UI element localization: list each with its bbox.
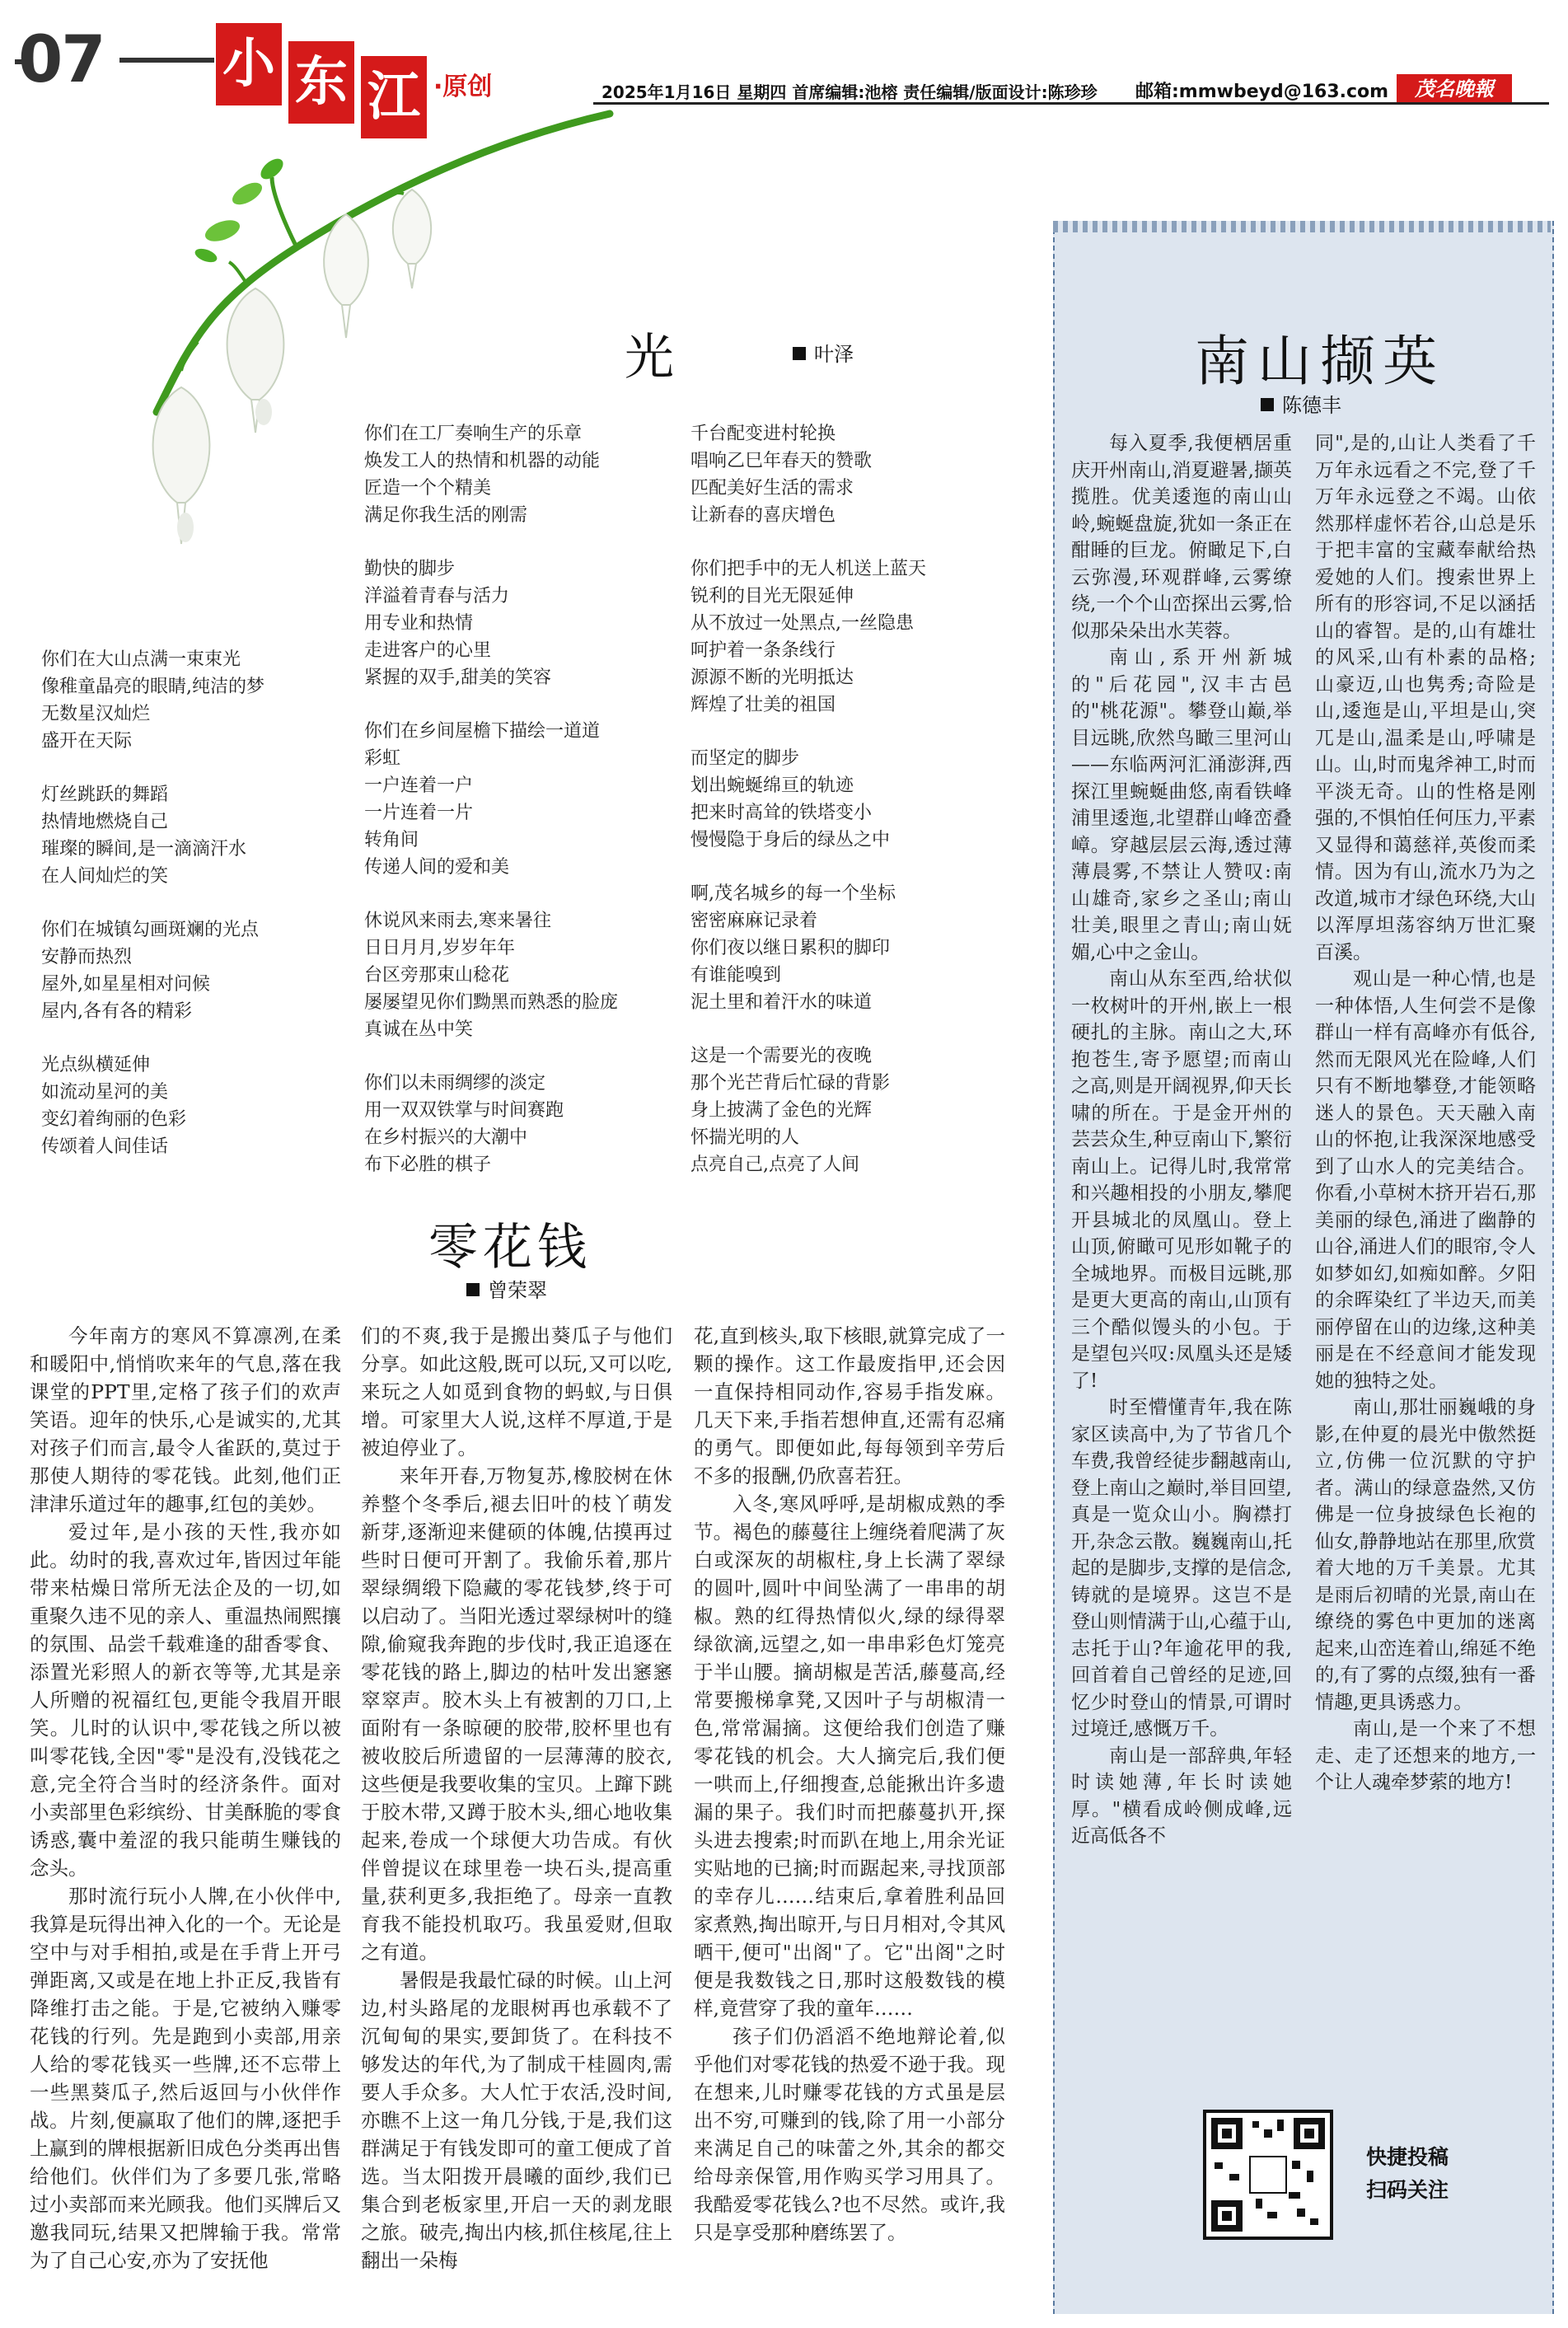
- author-name: 陈德丰: [1282, 394, 1341, 417]
- poem-stanza: 休说风来雨去,寒来暑往 日日月月,岁岁年年 台区旁那束山稔花 屡屡望见你们黝黑而熟悉的脸庞 真诚在丛中笑: [364, 911, 619, 1040]
- column-subtitle: ·原创: [433, 73, 493, 101]
- poem-stanza: 你们在工厂奏响生产的乐章 焕发工人的热情和机器的动能 匠造一个个精美 满足你我生活的刚需: [364, 424, 601, 526]
- sidebar-column-1: [1071, 430, 1292, 2070]
- poem-column-2: [364, 420, 686, 1205]
- poem-stanza: 啊,茂名城乡的每一个坐标 密密麻麻记录着 你们夜以继日累积的脚印 有谁能嗅到 泥土里和着汗水的味道: [690, 883, 896, 1013]
- author-name: 曾荣翠: [488, 1279, 547, 1302]
- qr-code[interactable]: [1203, 2110, 1333, 2240]
- poem-stanza: 你们以未雨绸缪的淡定 用一双双铁掌与时间赛跑 在乡村振兴的大潮中 布下必胜的棋子: [364, 1073, 564, 1175]
- poem-stanza: 你们在大山点满一束束光 像稚童晶亮的眼睛,纯洁的梦 无数星汉灿烂 盛开在天际: [41, 649, 264, 752]
- essay-column-3: [694, 1322, 1005, 2315]
- author-marker: [466, 1283, 480, 1296]
- sidebar-paragraph: 南山从东至西,给状似一枚树叶的开州,嵌上一根硬扎的主脉。南山之大,环抱苍生,寄予愿望;而南山之高,则是开阔视界,仰天长啸的所在。于是金开州的芸芸众生,种豆南山下,繁衍南山上。记得儿时,我常常和兴趣相投的小朋友,攀爬开县城北的凤凰山。登上山顶,俯瞰可见形如靴子的全城地界。而极目远眺,那是更大更高的南山,山顶有三个酷似馒头的小包。于是望包兴叹:凤凰头还是矮了!: [1071, 968, 1292, 1392]
- poem-stanza: 光点纵横延伸 如流动星河的美 变幻着绚丽的色彩 传颂着人间佳话: [41, 1055, 187, 1157]
- header-underline: [593, 102, 1549, 105]
- page-number: 07: [18, 23, 105, 97]
- issue-info: 2025年1月16日 星期四 首席编辑:池榕 责任编辑/版面设计:陈珍珍: [601, 82, 1098, 102]
- sidebar-article-author: [1261, 389, 1341, 418]
- sidebar-paragraph: 同",是的,山让人类看了千万年永远看之不完,登了千万年永远登之不竭。山依然那样虚怀若谷,山总是乐于把丰富的宝藏奉献给热爱她的人们。搜索世界上所有的形容词,不足以涵括山的睿智。是的,山有雄壮的风采,山有朴素的品格;山豪迈,山也隽秀;奇险是山,逶迤是山,平坦是山,突兀是山,温柔是山,呼啸是山。山,时而鬼斧神工,时而平淡无奇。山的性格是刚强的,不惧怕任何压力,平素又显得和蔼慈祥,英俊而柔情。因为有山,流水乃为之改道,城市才绿色环绕,大山以浑厚坦荡容纳万世汇聚百溪。: [1315, 433, 1536, 963]
- column-title-char-3: 江: [361, 56, 427, 138]
- essay-paragraph: 入冬,寒风呼呼,是胡椒成熟的季节。褐色的藤蔓往上缠绕着爬满了灰白或深灰的胡椒柱,身上长满了翠绿的圆叶,圆叶中间坠满了一串串的胡椒。熟的红得热情似火,绿的绿得翠绿欲滴,远望之,如一串串彩色灯笼亮于半山腰。摘胡椒是苦活,藤蔓高,经常要搬梯拿凳,又因叶子与胡椒清一色,常常漏摘。这便给我们创造了赚零花钱的机会。大人摘完后,我们便一哄而上,仔细搜查,总能揪出许多遗漏的果子。我们时而把藤蔓扒开,探头进去搜索;时而趴在地上,用余光证实贴地的已摘;时而踞起来,寻找顶部的幸存儿……结束后,拿着胜利品回家煮熟,掏出晾开,与日月相对,令其风晒干,便可"出阁"了。它"出阁"之时便是我数钱之日,那时这般数钱的模样,竟营穿了我的童年……: [694, 1492, 1005, 2020]
- essay-author: [466, 1274, 547, 1303]
- sidebar-paragraph: 时至懵懂青年,我在陈家区读高中,为了节省几个车费,我曾经徒步翻越南山,登上南山之巅时,举目回望,真是一览众山小。胸襟打开,杂念云散。巍巍南山,托起的是脚步,支撑的是信念,铸就的是境界。这岂不是登山则情满于山,心蕴于山,志托于山?年逾花甲的我,回首着自己曾经的足迹,回忆少时登山的情景,可谓时过境迁,感慨万千。: [1071, 1397, 1292, 1740]
- sidebar-paragraph: 每入夏季,我便栖居重庆开州南山,消夏避暑,撷英揽胜。优美逶迤的南山山岭,蜿蜒盘旋,犹如一条正在酣睡的巨龙。俯瞰足下,白云弥漫,环观群峰,云雾缭绕,一个个山峦探出云雾,恰似那朵朵出水芙蓉。: [1071, 433, 1292, 642]
- poem-column-1: [41, 646, 354, 1187]
- sidebar-column-2: [1315, 430, 1536, 2070]
- author-marker: [1261, 398, 1274, 411]
- essay-paragraph: 孩子们仍滔滔不绝地辩论着,似乎他们对零花钱的热爱不逊于我。现在想来,儿时赚零花钱的方式虽是层出不穷,可赚到的钱,除了用一小部分来满足自己的味蕾之外,其余的都交给母亲保管,用作购买学习用具了。我酷爱零花钱么?也不尽然。或许,我只是享受那种磨练罢了。: [694, 2025, 1005, 2244]
- column-title-char-2: 东: [288, 41, 354, 124]
- poem-stanza: 你们在城镇勾画斑斓的光点 安静而热烈 屋外,如星星相对问候 屋内,各有各的精彩: [41, 920, 260, 1022]
- essay-paragraph: 爱过年,是小孩的天性,我亦如此。幼时的我,喜欢过年,皆因过年能带来枯燥日常所无法企及的一切,如重聚久违不见的亲人、重温热闹熙攘的氛围、品尝千载难逢的甜香零食、添置光彩照人的新衣等等,尤其是亲人所赠的祝福红包,更能令我眉开眼笑。儿时的认识中,零花钱之所以被叫零花钱,全因"零"是没有,没钱花之意,完全符合当时的经济条件。面对小卖部里色彩缤纷、甘美酥脆的零食诱惑,囊中羞涩的我只能萌生赚钱的念头。: [30, 1520, 341, 1880]
- masthead-logo: 茂名晚報: [1397, 74, 1512, 104]
- essay-paragraph: 那时流行玩小人牌,在小伙伴中,我算是玩得出神入化的一个。无论是空中与对手相拍,或是在手背上开弓弹距离,又或是在地上扑正反,我皆有降维打击之能。于是,它被纳入赚零花钱的行列。先是跑到小卖部,用亲人给的零花钱买一些牌,还不忘带上一些黑葵瓜子,然后返回与小伙伴作战。片刻,便赢取了他们的牌,逐把手上赢到的牌根据新旧成色分类再出售给他们。伙伴们为了多要几张,常略过小卖部而来光顾我。他们买牌后又邀我同玩,结果又把牌输于我。常常为了自己心安,亦为了安抚他: [30, 1885, 341, 2272]
- essay-paragraph: 来年开春,万物复苏,橡胶树在休养整个冬季后,褪去旧叶的枝丫萌发新芽,逐渐迎来健硕的体魄,估摸再过些时日便可开割了。我偷乐着,那片翠绿绸缎下隐藏的零花钱梦,终于可以启动了。当阳光透过翠绿树叶的缝隙,偷窥我奔跑的步伐时,我正追逐在零花钱的路上,脚边的枯叶发出窸窸窣窣声。胶木头上有被割的刀口,上面附有一条晾硬的胶带,胶杯里也有被收胶后所遗留的一层薄薄的胶衣,这些便是我要收集的宝贝。上蹿下跳于胶木带,又蹲于胶木头,细心地收集起来,卷成一个球便大功告成。有伙伴曾提议在球里卷一块石头,提高重量,获利更多,我拒绝了。母亲一直教育我不能投机取巧。我虽爱财,但取之有道。: [361, 1464, 672, 1964]
- poem-stanza: 你们把手中的无人机送上蓝天 锐利的目光无限延伸 从不放过一处黑点,一丝隐患 呵护着一条条线行 源源不断的光明抵达 辉煌了壮美的祖国: [690, 559, 927, 715]
- essay-column-1: [30, 1322, 341, 2315]
- poem-stanza: 而坚定的脚步 划出蜿蜒绵亘的轨迹 把来时高耸的铁塔变小 慢慢隐于身后的绿丛之中: [690, 748, 891, 850]
- poem-stanza: 这是一个需要光的夜晚 那个光芒背后忙碌的背影 身上披满了金色的光辉 怀揣光明的人 点亮自己,点亮了人间: [690, 1046, 891, 1175]
- poem-author: [793, 338, 854, 367]
- contact-email: 邮箱:mmwbeyd@163.com: [1135, 82, 1389, 102]
- sidebar-paragraph: 南山,是一个来了不想走、走了还想来的地方,一个让人魂牵梦萦的地方!: [1315, 1718, 1536, 1793]
- poem-stanza: 你们在乡间屋檐下描绘一道道 彩虹 一户连着一户 一片连着一片 转角间 传递人间的爱和美: [364, 721, 601, 878]
- essay-paragraph: 们的不爽,我于是搬出葵瓜子与他们分享。如此这般,既可以玩,又可以吃,来玩之人如觅到食物的蚂蚁,与日俱增。可家里大人说,这样不厚道,于是被迫停业了。: [361, 1324, 672, 1459]
- sidebar-paragraph: 观山是一种心情,也是一种体悟,人生何尝不是像群山一样有高峰亦有低谷,然而无限风光在险峰,人们只有不断地攀登,才能领略迷人的景色。天天融入南山的怀抱,让我深深地感受到了山水人的完美结合。你看,小草树木挤开岩石,那美丽的绿色,涌进了幽静的山谷,涌进人们的眼帘,令人如梦如幻,如痴如醉。夕阳的余晖染红了半边天,而美丽停留在山的边缘,这种美丽是在不经意间才能发现她的独特之处。: [1315, 968, 1536, 1392]
- essay-paragraph: 今年南方的寒风不算凛冽,在柔和暖阳中,悄悄吹来年的气息,落在我课堂的PPT里,定格了孩子们的欢声笑语。迎年的快乐,心是诚实的,尤其对孩子们而言,最令人雀跃的,莫过于那使人期待的零花钱。此刻,他们正津津乐道过年的趣事,红包的美妙。: [30, 1324, 341, 1515]
- essay-paragraph: 花,直到核头,取下核眼,就算完成了一颗的操作。这工作最废指甲,还会因一直保持相同动作,容易手指发麻。几天下来,手指若想伸直,还需有忍痛的勇气。即便如此,每每领到辛劳后不多的报酬,仍欣喜若狂。: [694, 1324, 1005, 1487]
- column-title-char-1: 小: [216, 23, 282, 105]
- sidebar-paragraph: 南山,那壮丽巍峨的身影,在仲夏的晨光中傲然挺立,仿佛一位沉默的守护者。满山的绿意盎然,又仿佛是一位身披绿色长袍的仙女,静静地站在那里,欣赏着大地的万千美景。尤其是雨后初晴的光景,南山在缭绕的雾色中更加的迷离起来,山峦连着山,绵延不绝的,有了雾的点缀,独有一番情趣,更具诱惑力。: [1315, 1397, 1536, 1713]
- essay-paragraph: 暑假是我最忙碌的时候。山上河边,村头路尾的龙眼树再也承载不了沉甸甸的果实,要卸货了。在科技不够发达的年代,为了制成干桂圆肉,需要人手众多。大人忙于农活,没时间,亦瞧不上这一角几分钱,于是,我们这群满足于有钱发即可的童工便成了首选。当太阳拨开晨曦的面纱,我们已集合到老板家里,开启一天的剥龙眼之旅。破壳,掏出内核,抓住核尾,往上翻出一朵梅: [361, 1969, 672, 2272]
- poem-title: 光: [625, 329, 679, 386]
- essay-title: 零花钱: [428, 1219, 592, 1276]
- sidebar-paragraph: 南山,系开州新城的"后花园",汉丰古邑的"桃花源"。攀登山巅,举目远眺,欣然鸟瞰三里河山——东临两河汇涌澎湃,西探江里蜿蜒曲悠,南看铁峰浦里逶迤,北望群山峰峦叠嶂。穿越层层云海,透过薄薄晨雾,不禁让人赞叹:南山雄奇,家乡之圣山;南山壮美,眼里之青山;南山妩媚,心中之金山。: [1071, 647, 1292, 963]
- author-name: 叶泽: [814, 343, 854, 366]
- poem-stanza: 勤快的脚步 洋溢着青春与活力 用专业和热情 走进客户的心里 紧握的双手,甜美的笑容: [364, 559, 551, 688]
- author-marker: [793, 347, 806, 360]
- poem-column-3: [690, 420, 1020, 1205]
- sidebar-article-title: 南山撷英: [1195, 330, 1445, 393]
- essay-column-2: [361, 1322, 672, 2315]
- qr-caption-line: 扫码关注: [1366, 2178, 1449, 2202]
- qr-caption: [1366, 2141, 1449, 2207]
- qr-caption-line: 快捷投稿: [1366, 2145, 1449, 2169]
- poem-stanza: 灯丝跳跃的舞蹈 热情地燃烧自己 璀璨的瞬间,是一滴滴汗水 在人间灿烂的笑: [41, 785, 246, 887]
- poem-stanza: 千台配变进村轮换 唱响乙巳年春天的赞歌 匹配美好生活的需求 让新春的喜庆增色: [690, 424, 873, 526]
- sidebar-paragraph: 南山是一部辞典,年轻时读她薄,年长时读她厚。"横看成岭侧成峰,远近高低各不: [1071, 1745, 1292, 1847]
- panel-top-border: [1053, 221, 1551, 232]
